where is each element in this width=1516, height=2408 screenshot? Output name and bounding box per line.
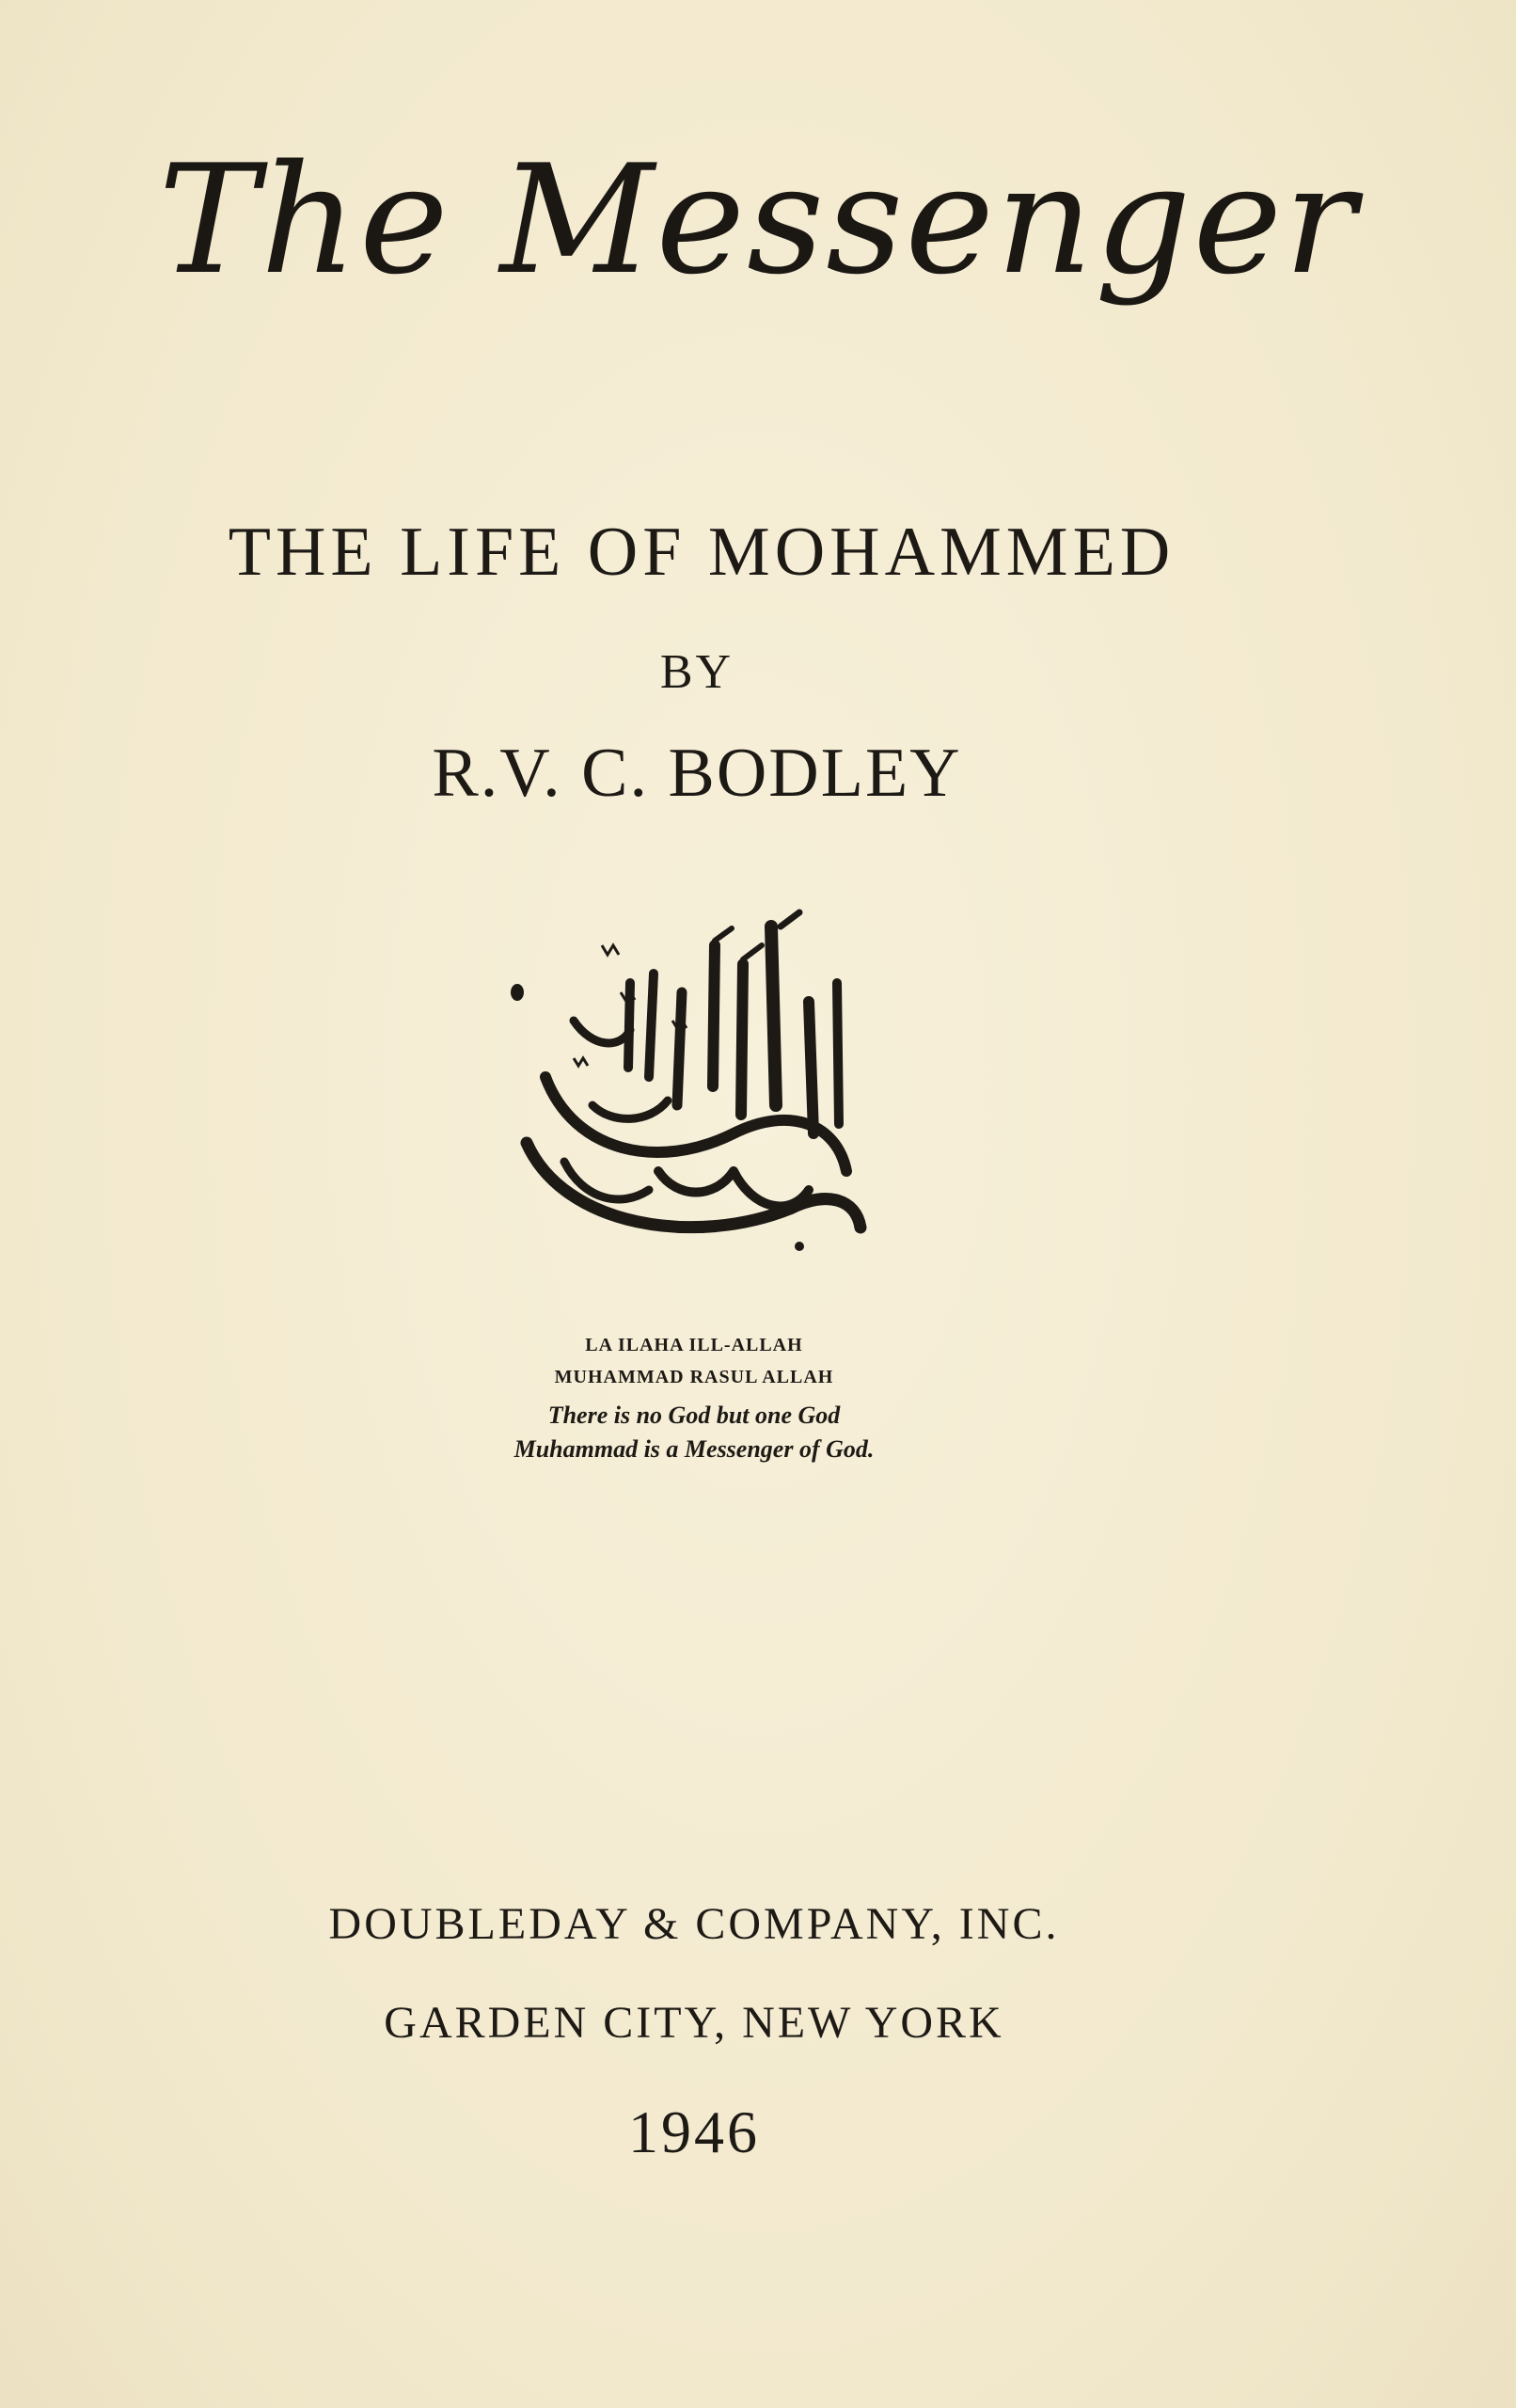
publisher-place: GARDEN CITY, NEW YORK <box>384 1998 1004 2048</box>
publisher-name: DOUBLEDAY & COMPANY, INC. <box>328 1899 1060 1949</box>
shahada-translation <box>0 1399 1388 1466</box>
book-title: The Messenger <box>158 132 1358 308</box>
publication-year: 1946 <box>628 2099 760 2165</box>
transliteration-line-2: MUHAMMAD RASUL ALLAH <box>554 1367 834 1387</box>
shahada-calligraphy-emblem <box>489 889 884 1284</box>
translation-line-1: There is no God but one God <box>547 1402 841 1429</box>
shahada-transliteration <box>0 1329 1388 1393</box>
by-line: BY <box>659 645 734 699</box>
book-subtitle: THE LIFE OF MOHAMMED <box>228 514 1176 591</box>
author-name: R.V. C. BODLEY <box>432 735 962 812</box>
translation-line-2: Muhammad is a Messenger of God. <box>513 1435 875 1463</box>
transliteration-line-1: LA ILAHA ILL-ALLAH <box>585 1335 803 1355</box>
